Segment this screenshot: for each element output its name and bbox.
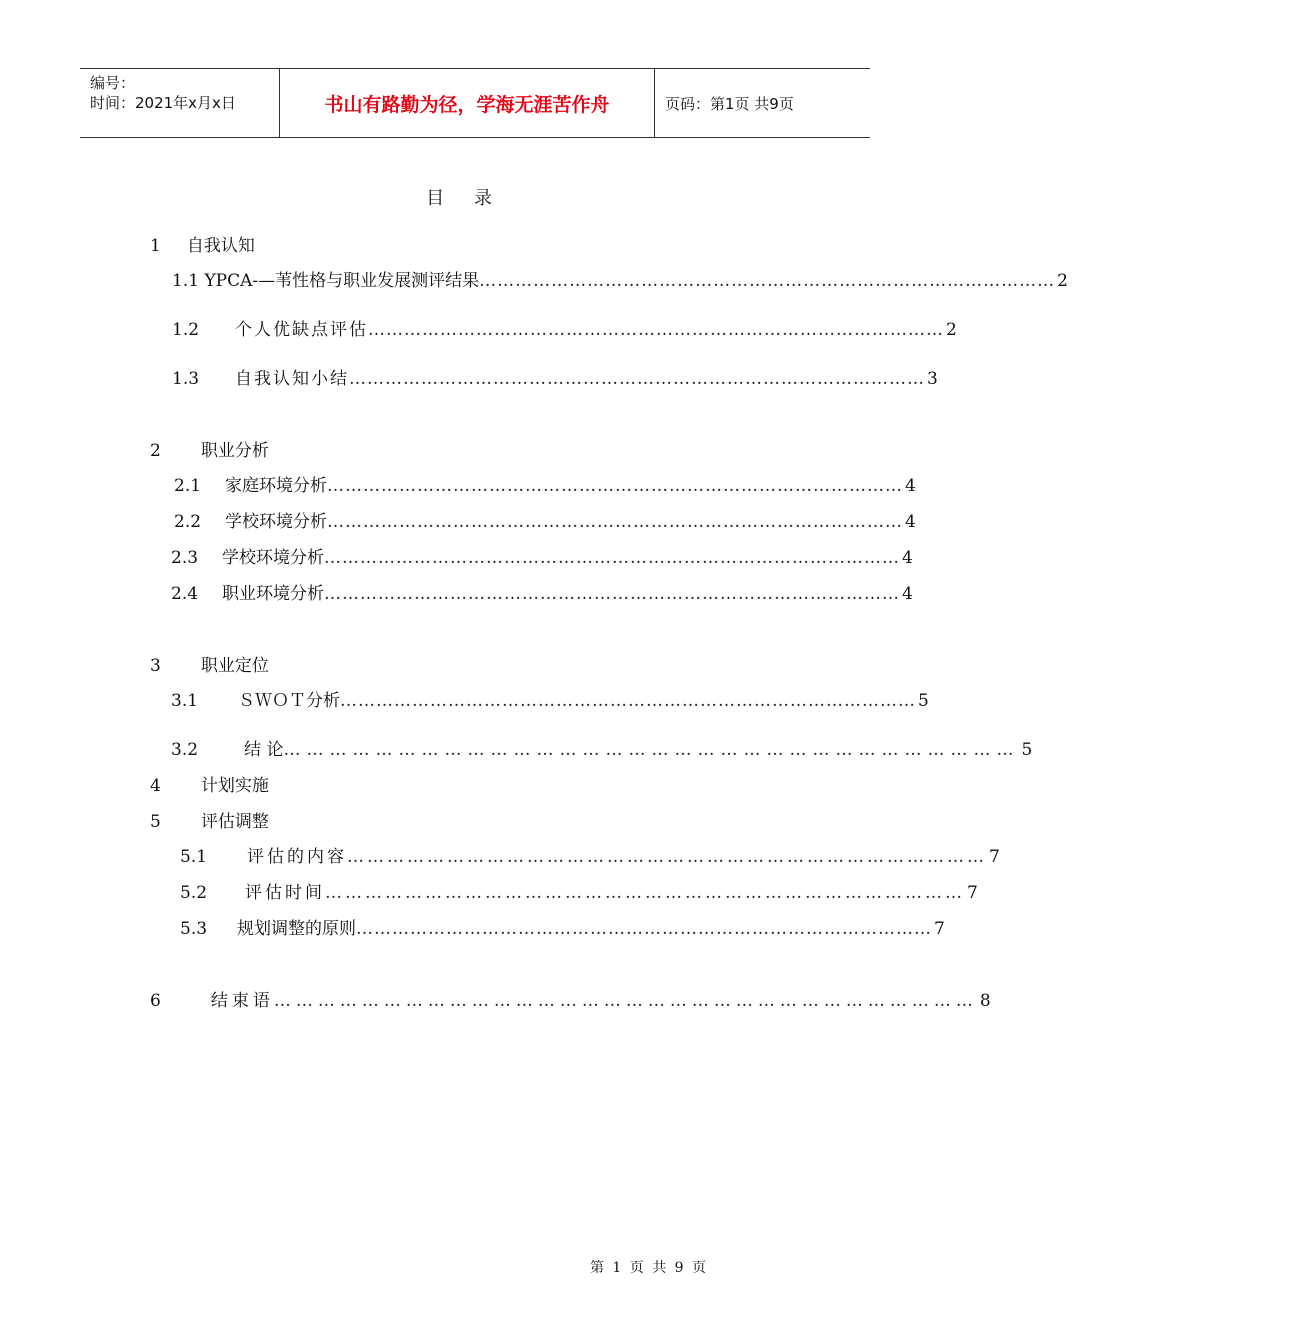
dot-leader: …………………………………………………………………………………… [325, 883, 966, 903]
time-label: 时间：2021年x月x日 [90, 94, 236, 112]
header-motto: 书山有路勤为径，学海无涯苦作舟 [280, 69, 655, 137]
section-title: 评估调整 [200, 812, 269, 832]
entry-page: 5 [1021, 740, 1033, 760]
entry-number: 2.1 [174, 476, 202, 496]
entry-title: ＳＷＯＴ分析 [238, 691, 341, 711]
entry-page: 4 [902, 548, 913, 568]
section-number: 6 [150, 991, 161, 1011]
entry-title: 职业环境分析 [222, 584, 325, 604]
toc-entry-2-2[interactable] [174, 510, 916, 534]
entry-number: 2.4 [171, 584, 199, 604]
dot-leader: …………………………………………………………………………………… [356, 919, 933, 939]
entry-number: 2.3 [171, 548, 199, 568]
entry-number: 1.2 [172, 320, 200, 340]
entry-page: 7 [967, 883, 978, 903]
entry-number: 5.3 [180, 919, 208, 939]
toc-entry-5-3[interactable] [180, 917, 945, 941]
entry-title: 学校环境分析 [225, 512, 328, 532]
dot-leader: …………………………………………………………………………………… [324, 584, 901, 604]
dot-leader: …………………………………………………………………………………… [340, 691, 917, 711]
section-title: 职业分析 [200, 441, 269, 461]
entry-page: 2 [1057, 271, 1068, 291]
section-title: 计划实施 [200, 776, 269, 796]
entry-page: 7 [934, 919, 945, 939]
entry-title: 规划调整的原则 [237, 919, 357, 939]
entry-title: YPCA-—苇性格与职业发展测评结果 [204, 271, 480, 291]
entry-page: 3 [927, 369, 938, 389]
dot-leader: …………………………………………………………………………………… [347, 847, 988, 867]
toc-title: 目 录 [426, 188, 504, 209]
toc-entry-1-1[interactable] [172, 269, 1068, 293]
section-number: 1 [150, 236, 161, 256]
entry-number: 3.2 [171, 740, 199, 760]
entry-title: 家庭环境分析 [225, 476, 328, 496]
entry-page: 4 [902, 584, 913, 604]
entry-number: 3.1 [171, 691, 199, 711]
entry-number: 1.1 [172, 271, 200, 291]
entry-title: 自我认知小结 [235, 369, 350, 389]
entry-page: 5 [918, 691, 929, 711]
toc-entry-3-2[interactable] [171, 738, 1033, 762]
header-page-info: 页码：第1页 共9页 [665, 94, 794, 113]
dot-leader: …………………………………………………………………………………… [327, 512, 904, 532]
section-number: 2 [150, 441, 161, 461]
toc-section-1[interactable] [150, 234, 255, 258]
entry-page: 7 [989, 847, 1000, 867]
toc-entry-1-3[interactable] [172, 367, 938, 391]
dot-leader: …………………………………………………………………………………… [479, 271, 1056, 291]
section-number: 3 [150, 656, 161, 676]
dot-leader: …………………………………………………………………………………… [349, 369, 926, 389]
entry-number: 5.1 [180, 847, 208, 867]
page-header [80, 68, 870, 138]
toc-entry-2-1[interactable] [174, 474, 916, 498]
dot-leader: …………………………………………………………………………………… [283, 740, 1020, 760]
dot-leader: …………………………………………………………………………………… [327, 476, 904, 496]
dot-leader: …………………………………………………………………………………… [273, 991, 978, 1011]
toc-section-6[interactable] [150, 989, 991, 1013]
toc-entry-3-1[interactable] [171, 689, 929, 713]
entry-number: 5.2 [180, 883, 208, 903]
page-footer: 第 1 页 共 9 页 [589, 1260, 707, 1276]
entry-page: 4 [905, 476, 916, 496]
entry-page: 2 [946, 320, 957, 340]
dot-leader: …………………………………………………………………………………… [324, 548, 901, 568]
entry-page: 4 [905, 512, 916, 532]
toc-entry-2-4[interactable] [171, 582, 913, 606]
toc-section-3[interactable] [150, 654, 269, 678]
toc-section-4[interactable] [150, 774, 269, 798]
toc-section-2[interactable] [150, 439, 269, 463]
entry-number: 2.2 [174, 512, 202, 532]
entry-title: 个人优缺点评估 [235, 320, 369, 340]
entry-number: 1.3 [172, 369, 200, 389]
serial-label: 编号： [90, 74, 136, 92]
header-meta [80, 69, 280, 137]
section-title: 自我认知 [186, 236, 255, 256]
section-page: 8 [979, 991, 991, 1011]
section-number: 5 [150, 812, 161, 832]
section-number: 4 [150, 776, 161, 796]
toc-entry-1-2[interactable] [172, 318, 957, 342]
entry-title: 结 论 [244, 740, 284, 760]
entry-title: 评估时间 [245, 883, 326, 903]
toc-entry-5-1[interactable] [180, 845, 1000, 869]
toc-section-5[interactable] [150, 810, 269, 834]
entry-title: 学校环境分析 [222, 548, 325, 568]
toc-entry-5-2[interactable] [180, 881, 978, 905]
section-title: 结束语 [210, 991, 274, 1011]
section-title: 职业定位 [200, 656, 269, 676]
toc-entry-2-3[interactable] [171, 546, 913, 570]
dot-leader: …………………………………………………………………………………… [368, 320, 945, 340]
entry-title: 评估的内容 [247, 847, 348, 867]
